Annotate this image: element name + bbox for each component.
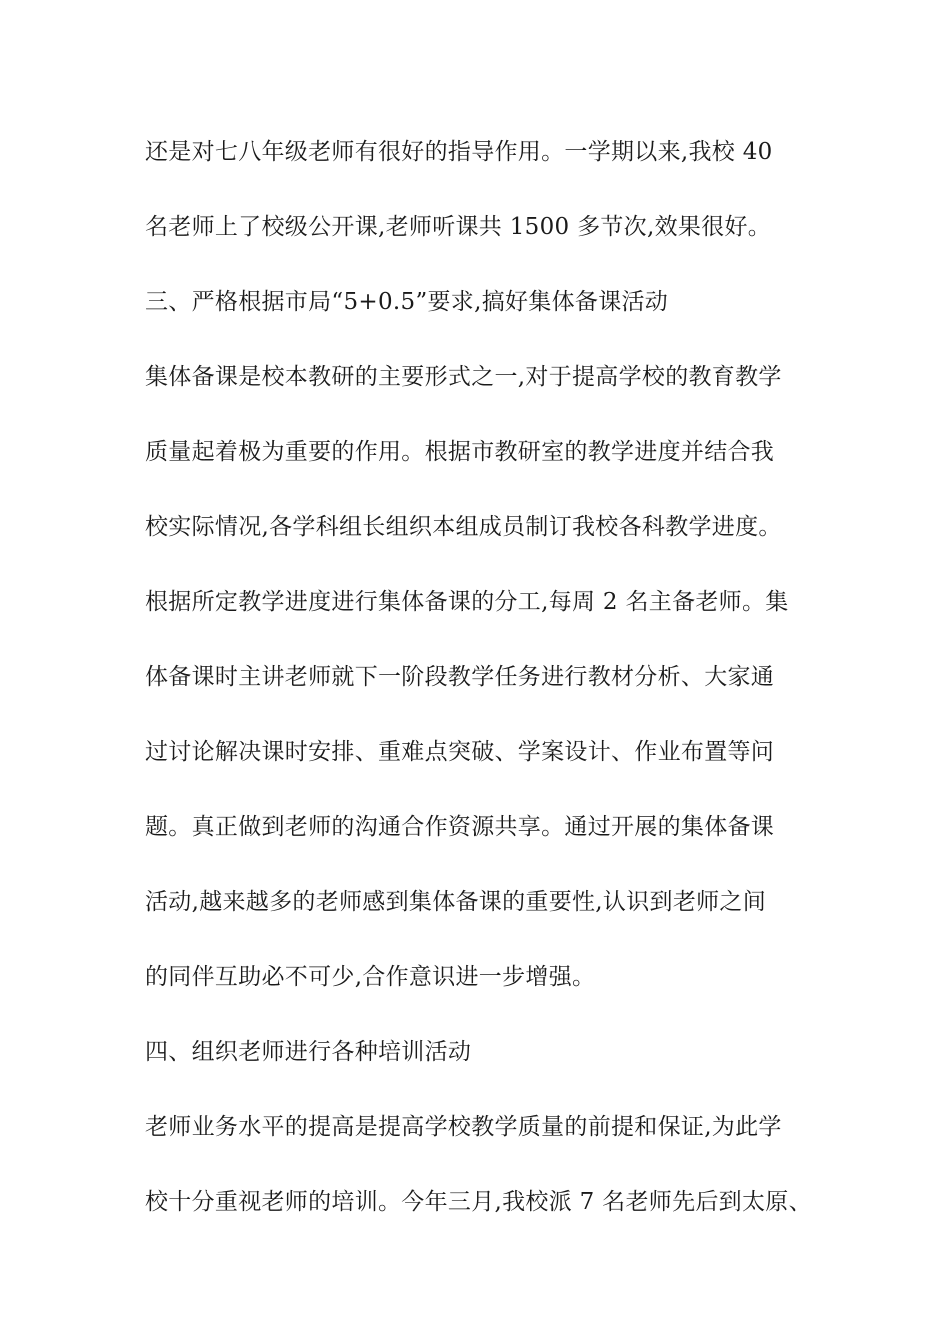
section-heading: 三、严格根据市局“5+0.5”要求,搞好集体备课活动	[145, 289, 669, 315]
body-text-line: 质量起着极为重要的作用。根据市教研室的教学进度并结合我	[145, 439, 775, 465]
body-text-line: 还是对七八年级老师有很好的指导作用。一学期以来,我校 40	[145, 139, 773, 165]
body-text-line: 校实际情况,各学科组长组织本组成员制订我校各科教学进度。	[145, 514, 782, 540]
body-text-line: 集体备课是校本教研的主要形式之一,对于提高学校的教育教学	[145, 364, 782, 390]
body-text-line: 校十分重视老师的培训。今年三月,我校派 7 名老师先后到太原、	[145, 1189, 812, 1215]
body-text-line: 活动,越来越多的老师感到集体备课的重要性,认识到老师之间	[145, 889, 767, 915]
body-text-line: 体备课时主讲老师就下一阶段教学任务进行教材分析、大家通	[145, 664, 775, 690]
body-text-line: 根据所定教学进度进行集体备课的分工,每周 2 名主备老师。集	[145, 589, 789, 615]
body-text-line: 题。真正做到老师的沟通合作资源共享。通过开展的集体备课	[145, 814, 775, 840]
body-text-line: 过讨论解决课时安排、重难点突破、学案设计、作业布置等问	[145, 739, 775, 765]
body-text-line: 老师业务水平的提高是提高学校教学质量的前提和保证,为此学	[145, 1114, 782, 1140]
body-text-line: 的同伴互助必不可少,合作意识进一步增强。	[145, 964, 596, 990]
section-heading: 四、组织老师进行各种培训活动	[145, 1039, 472, 1065]
body-text-line: 名老师上了校级公开课,老师听课共 1500 多节次,效果很好。	[145, 214, 772, 240]
